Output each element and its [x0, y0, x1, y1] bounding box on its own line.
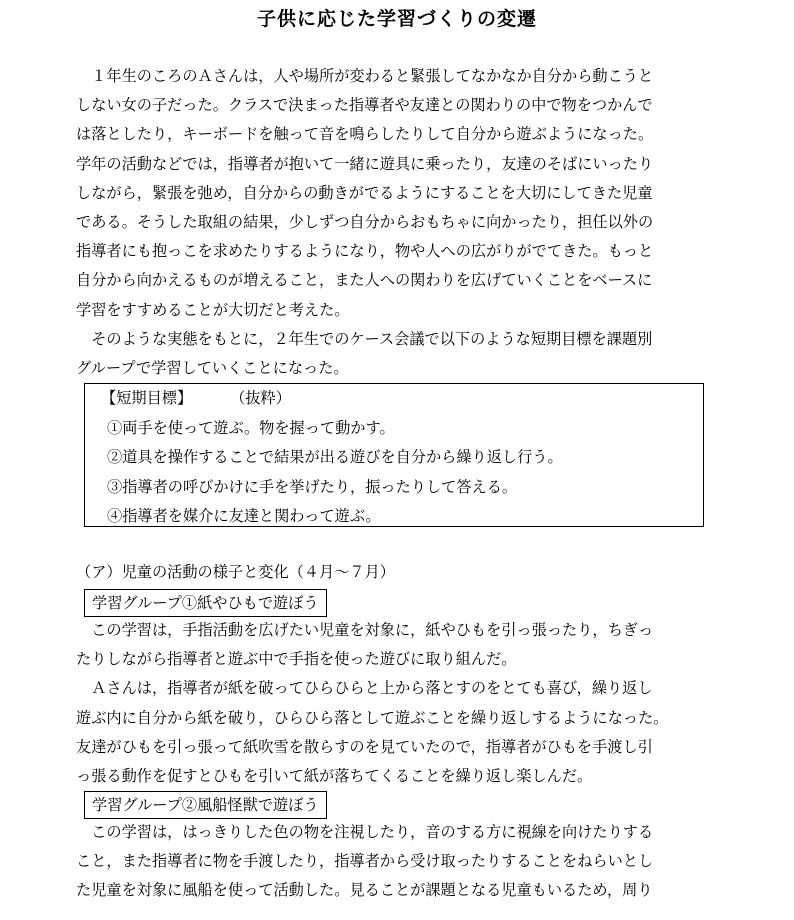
- text-line: しない女の子だった。クラスで決まった指導者や友達との関わりの中で物をつかんで: [76, 96, 653, 115]
- short-term-goals-box: [84, 383, 704, 527]
- section-heading-block: [76, 558, 726, 587]
- text-line: １年生のころのＡさんは，人や場所が変わると緊張してなかなか自分から動こうと: [76, 67, 654, 85]
- text-line: 学年の活動などでは，指導者が抱いて一緒に遊具に乗ったり，友達のそばにいったり: [76, 154, 654, 173]
- section-heading: （ア）児童の活動の様子と変化（４月～７月）: [76, 563, 395, 581]
- goals-heading: 【短期目標】: [101, 389, 193, 407]
- text-line: 学習をすすめることが大切だと考えた。: [76, 300, 350, 319]
- group1-paragraph: [76, 616, 726, 791]
- goal-item: ②道具を操作することで結果が出る遊びを自分から繰り返し行う。: [107, 448, 563, 466]
- text-line: た児童を対象に風船を使って活動した。見ることが課題となる児童もいるため，周り: [76, 881, 653, 900]
- text-line: っ張る動作を促すとひもを引いて紙が落ちてくることを繰り返し楽しんだ。: [76, 766, 593, 785]
- group2-paragraph: [76, 818, 726, 906]
- text-line: そのような実態をもとに，２年生でのケース会議で以下のような短期目標を課題別: [76, 329, 653, 348]
- text-line: この学習は，はっきりした色の物を注視したり，音のする方に視線を向けたりする: [76, 823, 654, 841]
- goals-note: （抜粋）: [230, 389, 291, 407]
- text-line: しながら，緊張を弛め，自分からの動きがでるようにすることを大切にしてきた児童: [76, 183, 653, 202]
- text-line: こと，また指導者に物を手渡したり，指導者から受け取ったりすることをねらいとし: [76, 852, 654, 871]
- text-line: Ａさんは，指導者が紙を破ってひらひらと上から落とすのをとても喜び，繰り返し: [76, 679, 653, 698]
- text-line: 指導者にも抱っこを求めたりするようになり，物や人への広がりがでてきた。もっと: [76, 242, 654, 261]
- goals-heading-row: [101, 384, 563, 414]
- text-line: 友達がひもを引っ張って紙吹雪を散らすのを見ていたので，指導者がひもを手渡し引: [76, 737, 653, 756]
- goal-item: ③指導者の呼びかけに手を挙げたり，振ったりして答える。: [107, 477, 518, 496]
- document-title: 子供に応じた学習づくりの変遷: [256, 8, 537, 30]
- text-line: である。そうした取組の結果，少しずつ自分からおもちゃに向かったり，担任以外の: [76, 212, 654, 231]
- text-line: この学習は，手指活動を広げたい児童を対象に，紙やひもを引っ張ったり，ちぎっ: [76, 621, 654, 639]
- intro-paragraph: [76, 62, 726, 383]
- text-line: 遊ぶ内に自分から紙を破り，ひらひら落として遊ぶことを繰り返しするようになった。: [76, 708, 669, 727]
- goal-item: ①両手を使って遊ぶ。物を握って動かす。: [107, 418, 395, 437]
- text-line: たりしながら指導者と遊ぶ中で手指を使った遊びに取り組んだ。: [76, 650, 517, 669]
- text-line: は落としたり，キーボードを触って音を鳴らしたりして自分から遊ぶようになった。: [76, 125, 654, 144]
- group1-label: 学習グループ①紙やひもで遊ぼう: [84, 589, 327, 617]
- text-line: グループで学習していくことになった。: [76, 358, 349, 377]
- text-line: 自分から向かえるものが増えること，また人への関わりを広げていくことをベースに: [76, 271, 653, 290]
- goal-item: ④指導者を媒介に友達と関わって遊ぶ。: [107, 507, 381, 525]
- group2-label: 学習グループ②風船怪獣で遊ぼう: [84, 791, 327, 819]
